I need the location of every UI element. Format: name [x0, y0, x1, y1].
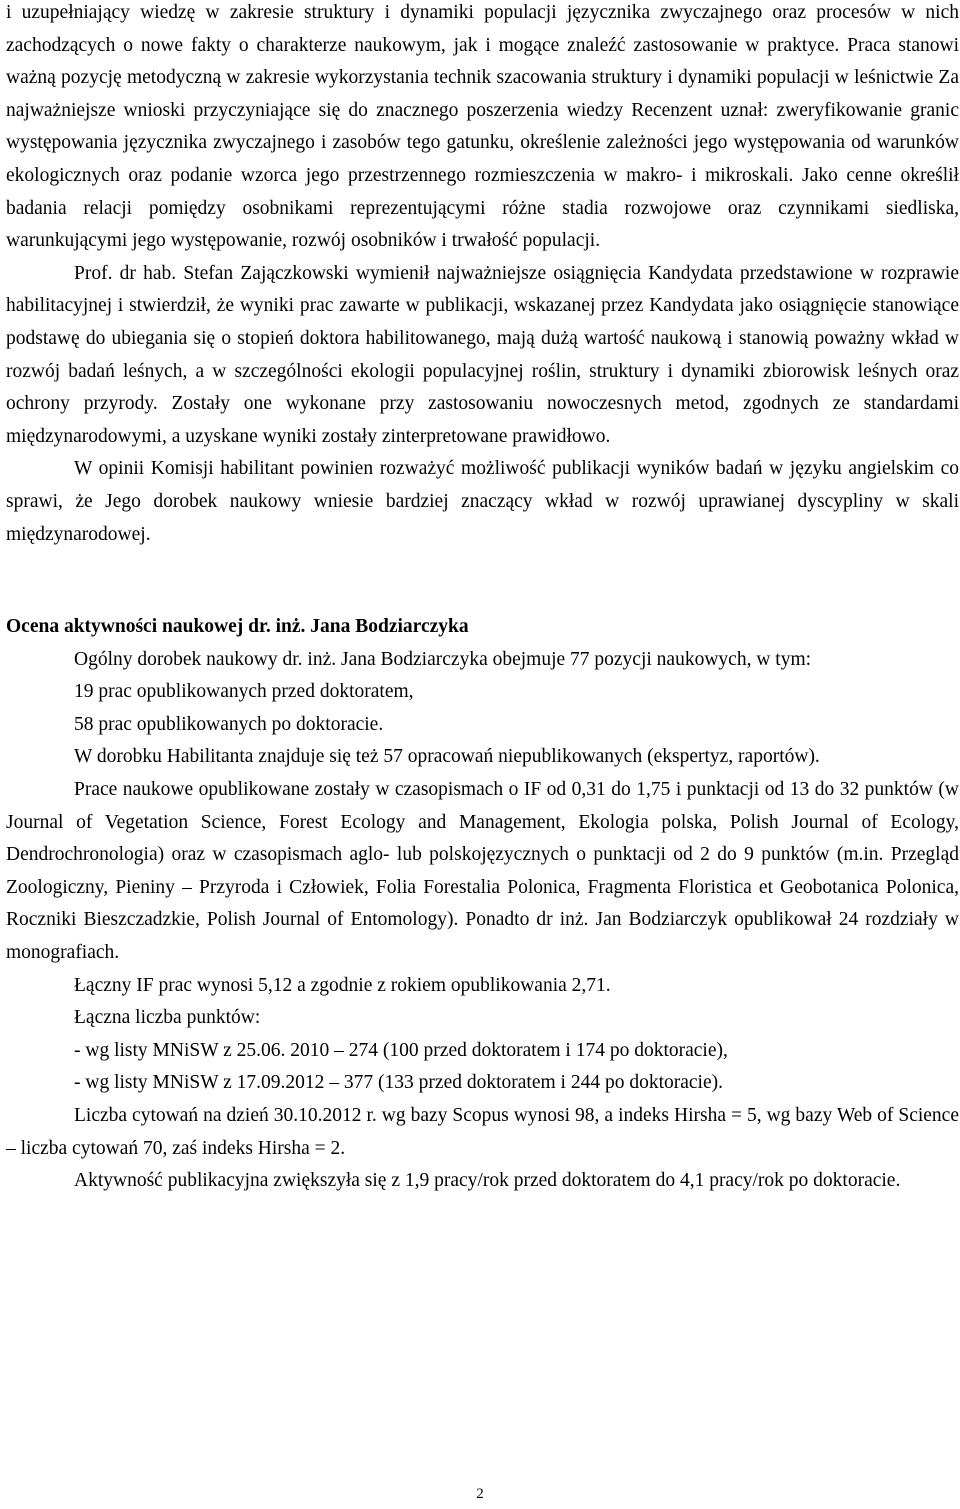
line-points-2012: - wg listy MNiSW z 17.09.2012 – 377 (133 przed doktoratem i 244 po doktoracie). — [74, 1072, 723, 1094]
page-number: 2 — [476, 1486, 484, 1502]
paragraph-review-continued: i uzupełniający wiedzę w zakresie struktury i dynamiki populacji języcznika zwyczajnego oraz procesów w nich zachodzących o nowe fakty o charakterze naukowym, jak i mogące znaleźć zastosowanie w praktyce. Praca stanowi ważną pozycję metodyczną w zakresie wykorzystania technik szacowania struktury i dynamiki populacji w leśnictwie Za najważniejsze wnioski przyczyniające się do znacznego poszerzenia wiedzy Recenzent uznał: zweryfikowanie granic występowania języcznika zwyczajnego i zasobów tego gatunku, określenie zależności jego występowania od warunków ekologicznych oraz podanie wzorca jego przestrzennego rozmieszczenia w makro- i mikroskali. Jako cenne określił badania relacji pomiędzy osobnikami reprezentującymi różne stadia rozwojowe oraz czynnikami siedliska, warunkującymi jego występowanie, rozwój osobników i trwałość populacji. — [6, 2, 959, 252]
paragraph-overall-output: Ogólny dorobek naukowy dr. inż. Jana Bodziarczyka obejmuje 77 pozycji naukowych, w tym: — [74, 648, 812, 670]
section-heading: Ocena aktywności naukowej dr. inż. Jana Bodziarczyka — [6, 616, 469, 638]
line-points-2010: - wg listy MNiSW z 25.06. 2010 – 274 (100 przed doktoratem i 174 po doktoracie), — [74, 1039, 728, 1061]
line-points-label: Łączna liczba punktów: — [74, 1007, 261, 1029]
paragraph-citations: Liczba cytowań na dzień 30.10.2012 r. wg bazy Scopus wynosi 98, a indeks Hirsha = 5, wg bazy Web of Science – liczba cytowań 70, zaś indeks Hirsha = 2. — [6, 1105, 959, 1159]
line-if-total: Łączny IF prac wynosi 5,12 a zgodnie z rokiem opublikowania 2,71. — [74, 974, 611, 996]
document-page — [6, 0, 959, 1198]
paragraph-unpublished: W dorobku Habilitanta znajduje się też 57 opracowań niepublikowanych (ekspertyz, raportów). — [74, 746, 820, 768]
paragraph-activity: Aktywność publikacyjna zwiększyła się z 1,9 pracy/rok przed doktoratem do 4,1 pracy/rok po doktoracie. — [74, 1170, 901, 1192]
section-gap — [6, 551, 959, 611]
paragraph-journals: Prace naukowe opublikowane zostały w czasopismach o IF od 0,31 do 1,75 i punktacji od 13 do 32 punktów (w Journal of Vegetation Science, Forest Ecology and Management, Ekologia polska, Polish Journal of Ecology, Dendrochronologia) oraz w czasopismach aglo- lub polskojęzycznych o punktacji od 2 do 9 punktów (m.in. Przegląd Zoologiczny, Pieniny – Przyroda i Człowiek, Folia Forestalia Polonica, Fragmenta Floristica et Geobotanica Polonica, Roczniki Bieszczadzkie, Polish Journal of Entomology). Ponadto dr inż. Jan Bodziarczyk opublikował 24 rozdziały w monografiach. — [6, 779, 959, 964]
paragraph-commission-opinion: W opinii Komisji habilitant powinien rozważyć możliwość publikacji wyników badań w języku angielskim co sprawi, że Jego dorobek naukowy wniesie bardziej znaczący wkład w rozwój uprawianej dyscypliny w skali międzynarodowej. — [6, 458, 959, 545]
list-item-before-doctorate: 19 prac opublikowanych przed doktoratem, — [74, 681, 414, 703]
paragraph-zajaczkowski-review: Prof. dr hab. Stefan Zajączkowski wymienił najważniejsze osiągnięcia Kandydata przedstawione w rozprawie habilitacyjnej i stwierdził, że wyniki prac zawarte w publikacji, wskazanej przez Kandydata jako osiągnięcie stanowiące podstawę do ubiegania się o stopień doktora habilitowanego, mają dużą wartość naukową i stanowią poważny wkład w rozwój badań leśnych, a w szczególności ekologii populacyjnej roślin, struktury i dynamiki zbiorowisk leśnych oraz ochrony przyrody. Zostały one wykonane przy zastosowaniu nowoczesnych metod, zgodnych ze standardami międzynarodowymi, a uzyskane wyniki zostały zinterpretowane prawidłowo. — [6, 262, 959, 447]
list-item-after-doctorate: 58 prac opublikowanych po doktoracie. — [74, 713, 384, 735]
